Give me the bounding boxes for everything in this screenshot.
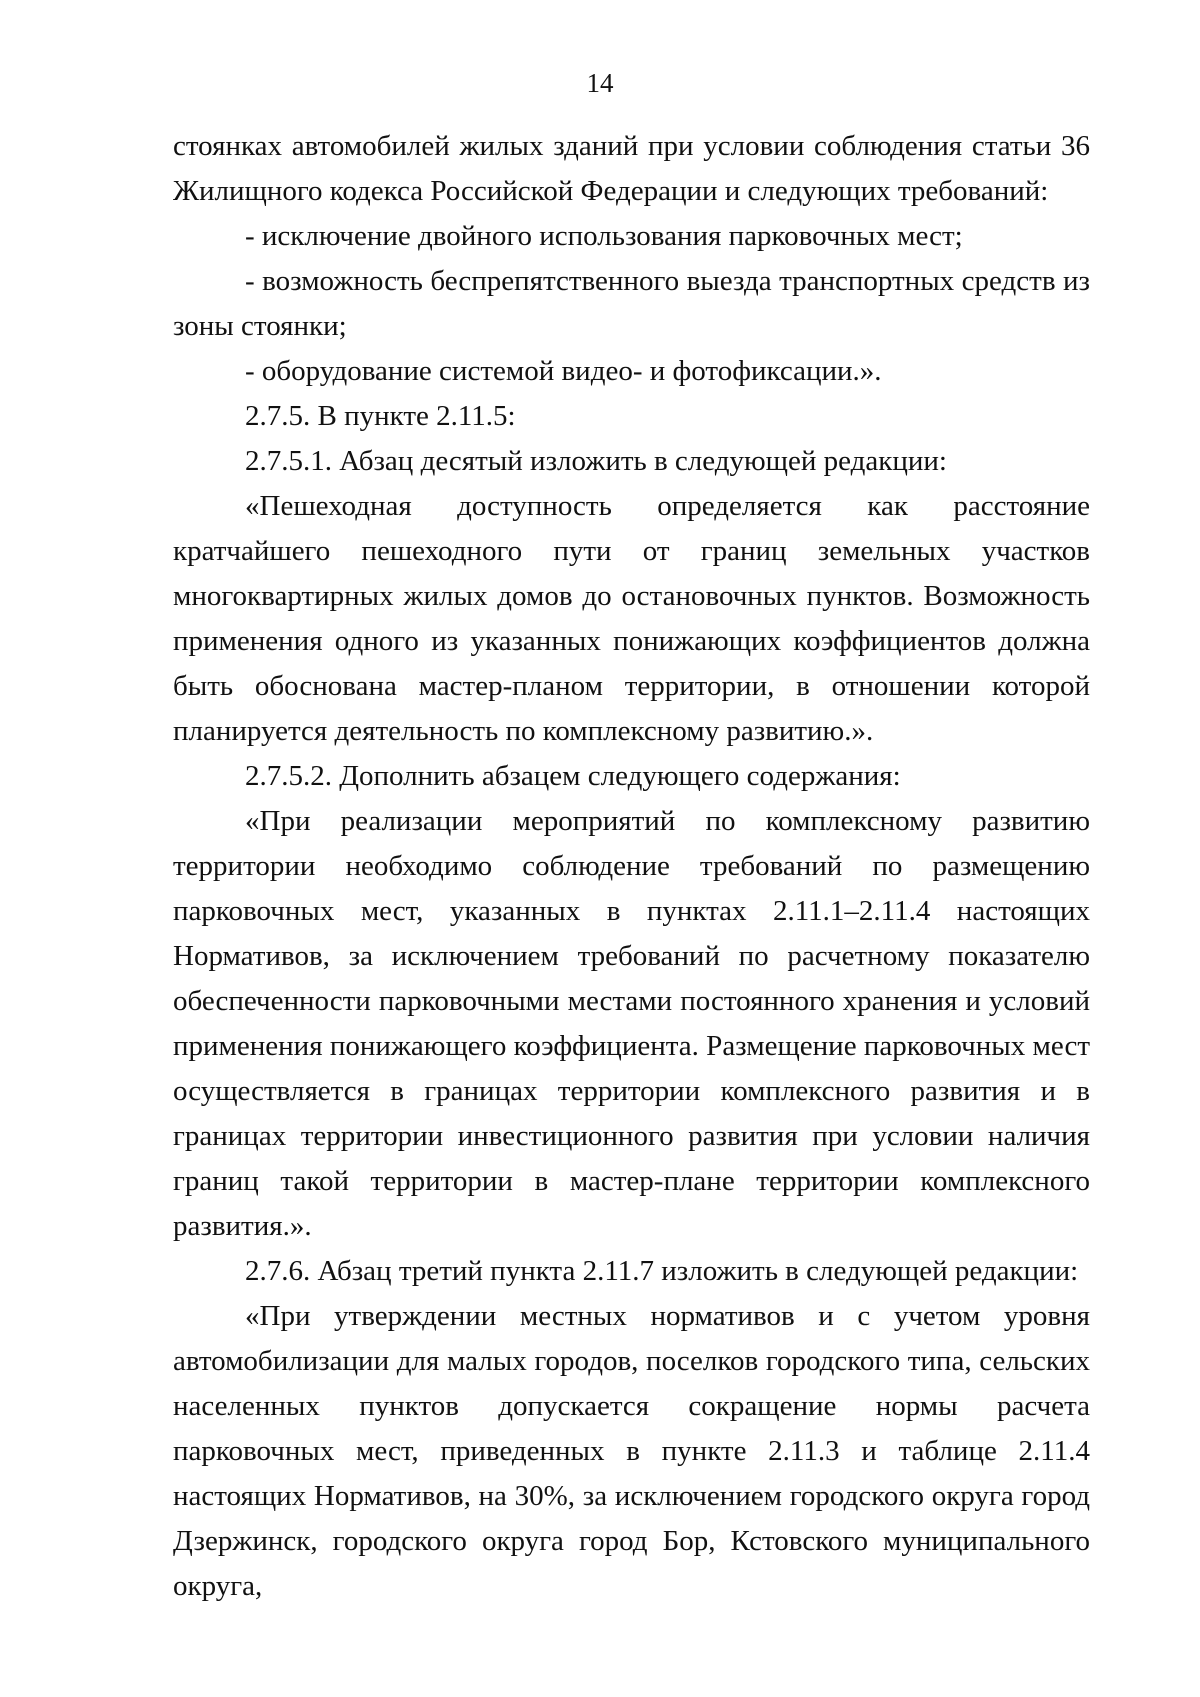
paragraph: - возможность беспрепятственного выезда транспортных средств из зоны стоянки;	[173, 265, 1090, 342]
paragraph: 2.7.5.2. Дополнить абзацем следующего содержания:	[245, 760, 901, 792]
paragraph: «Пешеходная доступность определяется как расстояние кратчайшего пешеходного пути от границ земельных участков многоквартирных жилых домов до остановочных пунктов. Возможность применения одного из указанных понижающих коэффициентов должна быть обоснована мастер-планом территории, в отношении которой планируется деятельность по комплексному развитию.».	[173, 490, 1090, 747]
paragraph: 2.7.6. Абзац третий пункта 2.11.7 изложить в следующей редакции:	[245, 1255, 1079, 1287]
paragraph: - исключение двойного использования парковочных мест;	[245, 220, 963, 252]
paragraph: «При утверждении местных нормативов и с учетом уровня автомобилизации для малых городов, поселков городского типа, сельских населенных пунктов допускается сокращение нормы расчета парковочных мест, приведенных в пункте 2.11.3 и таблице 2.11.4 настоящих Нормативов, на 30%, за исключением городского округа город Дзержинск, городского округа город Бор, Кстовского муниципального округа,	[173, 1300, 1090, 1602]
paragraph: - оборудование системой видео- и фотофиксации.».	[245, 355, 882, 387]
paragraph: «При реализации мероприятий по комплексному развитию территории необходимо соблюдение требований по размещению парковочных мест, указанных в пунктах 2.11.1–2.11.4 настоящих Нормативов, за исключением требований по расчетному показателю обеспеченности парковочными местами постоянного хранения и условий применения понижающего коэффициента. Размещение парковочных мест осуществляется в границах территории комплексного развития и в границах территории инвестиционного развития при условии наличия границ такой территории в мастер-плане территории комплексного развития.».	[173, 805, 1090, 1242]
paragraph: 2.7.5. В пункте 2.11.5:	[245, 400, 516, 432]
paragraph: 2.7.5.1. Абзац десятый изложить в следующей редакции:	[245, 445, 947, 477]
page-number: 14	[586, 68, 614, 98]
document-body	[173, 124, 1090, 1609]
paragraph: стоянках автомобилей жилых зданий при условии соблюдения статьи 36 Жилищного кодекса Российской Федерации и следующих требований:	[173, 130, 1090, 207]
